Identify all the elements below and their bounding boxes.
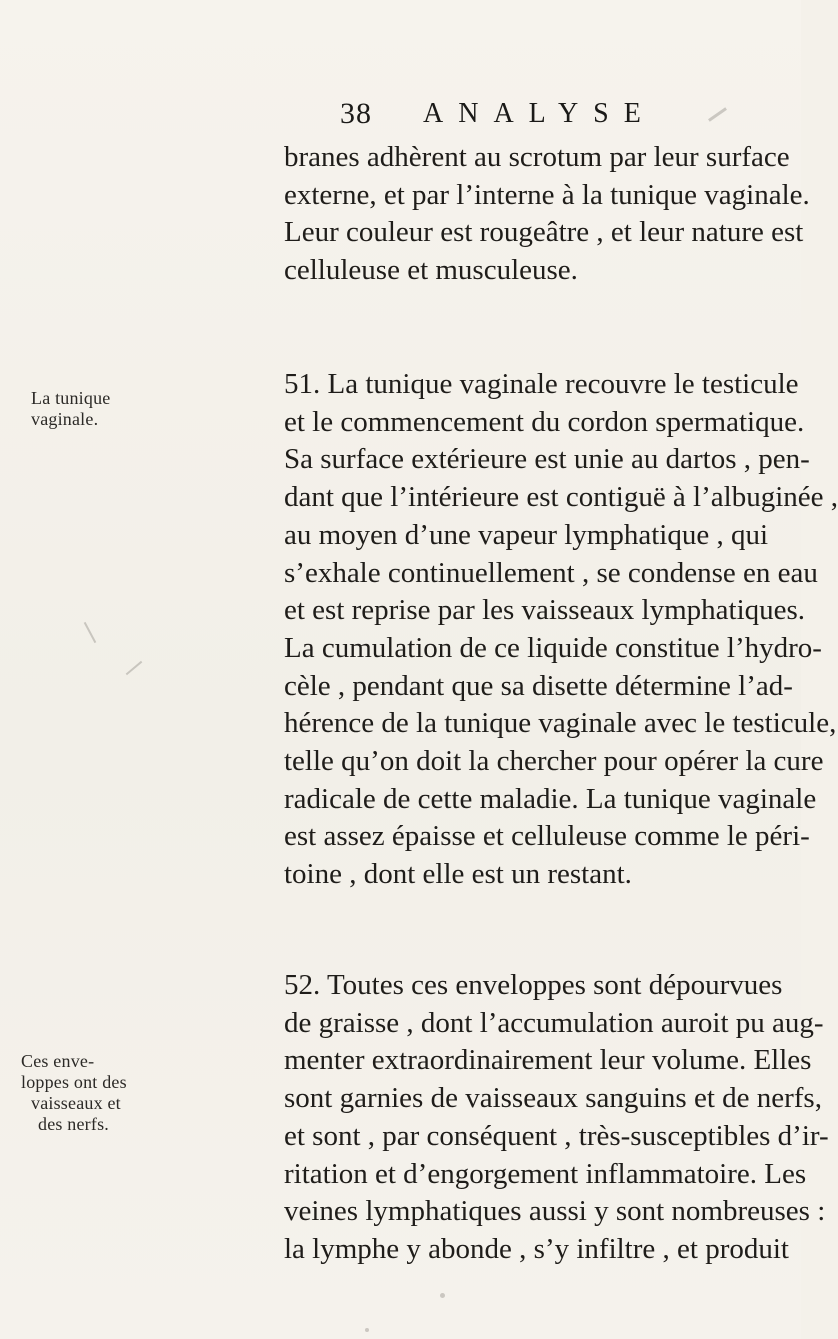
ink-speck: [126, 661, 143, 675]
text-line: telle qu’on doit la chercher pour opérer la cure: [284, 745, 824, 778]
text-line: Sa surface extérieure est unie au dartos , pen-: [284, 443, 810, 476]
text-line: menter extraordinairement leur volume. Elles: [284, 1044, 812, 1077]
paragraph-51: [284, 366, 838, 894]
ink-speck: [84, 622, 97, 643]
text-line: hérence de la tunique vaginale avec le testicule,: [284, 707, 837, 740]
text-line: et est reprise par les vaisseaux lymphatiques.: [284, 594, 806, 627]
text-line: 51. La tunique vaginale recouvre le testicule: [284, 368, 799, 400]
margin-note-line: Ces enve-: [21, 1051, 95, 1071]
margin-note-line: des nerfs.: [38, 1114, 109, 1134]
text-line: La cumulation de ce liquide constitue l’hydro-: [284, 631, 822, 664]
margin-note-line: La tunique: [31, 388, 111, 408]
text-line: 52. Toutes ces enveloppes sont dépourvues: [284, 969, 783, 1001]
text-line: de graisse , dont l’accumulation auroit pu aug-: [284, 1006, 824, 1039]
text-line: externe, et par l’interne à la tunique vaginale.: [284, 178, 810, 211]
text-line: toine , dont elle est un restant.: [284, 858, 632, 891]
margin-note-line: vaginale.: [31, 409, 99, 429]
text-line: Leur couleur est rougeâtre , et leur nature est: [284, 216, 804, 249]
text-line: cèle , pendant que sa disette détermine l’ad-: [284, 669, 793, 702]
margin-note-line: loppes ont des: [21, 1072, 127, 1092]
margin-note-line: vaisseaux et: [31, 1093, 121, 1113]
text-line: veines lymphatiques aussi y sont nombreuses :: [284, 1195, 826, 1228]
margin-note-tunique: [31, 388, 166, 430]
text-line: celluleuse et musculeuse.: [284, 254, 578, 287]
ink-speck: [365, 1328, 369, 1332]
paragraph-52: [284, 967, 829, 1269]
page-number: 38: [340, 97, 372, 130]
text-line: et sont , par conséquent , très-susceptibles d’ir-: [284, 1119, 829, 1152]
ink-speck: [708, 107, 727, 122]
running-head: ANALYSE: [423, 98, 656, 129]
text-line: branes adhèrent au scrotum par leur surface: [284, 141, 790, 173]
text-line: la lymphe y abonde , s’y infiltre , et produit: [284, 1232, 789, 1265]
text-line: dant que l’intérieure est contiguë à l’albuginée ,: [284, 481, 838, 514]
margin-note-enveloppes: [21, 1051, 163, 1135]
text-line: radicale de cette maladie. La tunique vaginale: [284, 782, 817, 815]
text-line: est assez épaisse et celluleuse comme le péri-: [284, 820, 810, 853]
text-line: ritation et d’engorgement inflammatoire. Les: [284, 1157, 807, 1190]
text-line: et le commencement du cordon spermatique.: [284, 405, 805, 438]
text-line: au moyen d’une vapeur lymphatique , qui: [284, 518, 769, 551]
ink-speck: [440, 1293, 445, 1298]
page-header: [340, 96, 700, 132]
text-line: s’exhale continuellement , se condense en eau: [284, 556, 818, 589]
paragraph-continuation: [284, 139, 810, 290]
text-line: sont garnies de vaisseaux sanguins et de nerfs,: [284, 1082, 822, 1115]
